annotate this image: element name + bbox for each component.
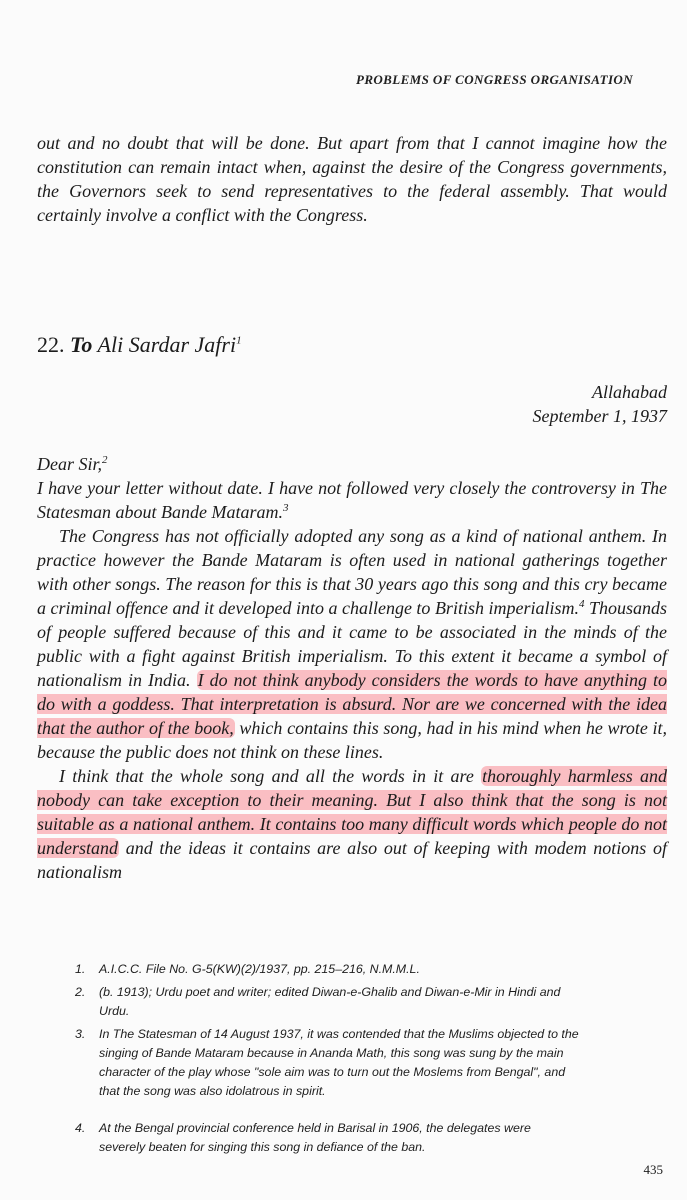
footnote-4: 4. At the Bengal provincial conference held in Barisal in 1906, the delegates were severely beaten for singing this song in defiance of the ban. bbox=[75, 1121, 531, 1154]
footnotes bbox=[75, 960, 580, 1161]
highlight-goddess: I do not think anybody considers the words to have anything to do with a goddess. That interpretation is absurd. Nor are we concerned with the idea that the author of the book, bbox=[37, 670, 667, 738]
letter-number: 22. bbox=[37, 332, 65, 357]
footnote-3: 3. In The Statesman of 14 August 1937, it was contended that the Muslims objected to the singing of Bande Mataram because in Ananda Math, this song was sung by the main character of the play whose "sole aim was to turn out the Moslems from Bengal", and that the song was also idolatrous in spirit. bbox=[75, 1027, 579, 1098]
footnote-1: 1. A.I.C.C. File No. G-5(KW)(2)/1937, pp. 215–216, N.M.M.L. bbox=[75, 962, 420, 976]
letter-recipient: Ali Sardar Jafri bbox=[97, 332, 237, 357]
recipient-footnote-ref: 1 bbox=[236, 334, 242, 347]
letter-paragraph-2: The Congress has not officially adopted any song as a kind of national anthem. In practice however the Bande Mataram is often used in national gatherings together with other songs. The reason for this is that 30 years ago this song and this cry became a criminal offence and it developed into a challenge to British imperialism.$^4$ Thousands of people suffered because of this and it came to be associated in the minds of the public with a fight against British imperialism. To this extent it became a symbol of nationalism in India. I do not think anybody considers the words to have anything to do with a goddess. That interpretation is absurd. Nor are we concerned with the idea that the author of the book, which contains this song, had in his mind when he wrote it, because the public does not think on these lines. bbox=[37, 526, 667, 762]
letter-date: September 1, 1937 bbox=[532, 406, 667, 426]
letter-paragraph-1: I have your letter without date. I have not followed very closely the controversy in The Statesman about Bande Mataram.$^3$ bbox=[37, 478, 667, 522]
letter-title bbox=[37, 332, 242, 358]
page-number: 435 bbox=[643, 1162, 663, 1177]
letter-address bbox=[533, 380, 667, 428]
letter-paragraph-3: I think that the whole song and all the words in it are thoroughly harmless and nobody can take exception to their meaning. But I also think that the song is not suitable as a national anthem. It contains too many difficult words which people do not understand and the ideas it contains are also out of keeping with modem notions of nationalism bbox=[37, 766, 667, 882]
salutation: Dear Sir,$^2$ bbox=[37, 454, 108, 474]
letter-place: Allahabad bbox=[592, 382, 667, 402]
letter-to: To bbox=[70, 332, 93, 357]
highlight-anthem: thoroughly harmless and nobody can take exception to their meaning. But I also think that the song is not suitable as a national anthem. It contains too many difficult words which people do not understand bbox=[37, 766, 667, 858]
running-head: PROBLEMS OF CONGRESS ORGANISATION bbox=[355, 72, 633, 87]
footnote-2: 2. (b. 1913); Urdu poet and writer; edited Diwan-e-Ghalib and Diwan-e-Mir in Hindi and Urdu. bbox=[75, 985, 561, 1018]
letter-body bbox=[37, 452, 667, 884]
intro-paragraph: out and no doubt that will be done. But apart from that I cannot imagine how the constitution can remain intact when, against the desire of the Congress governments, the Governors seek to send representatives to the federal assembly. That would certainly involve a conflict with the Congress. bbox=[37, 133, 667, 225]
